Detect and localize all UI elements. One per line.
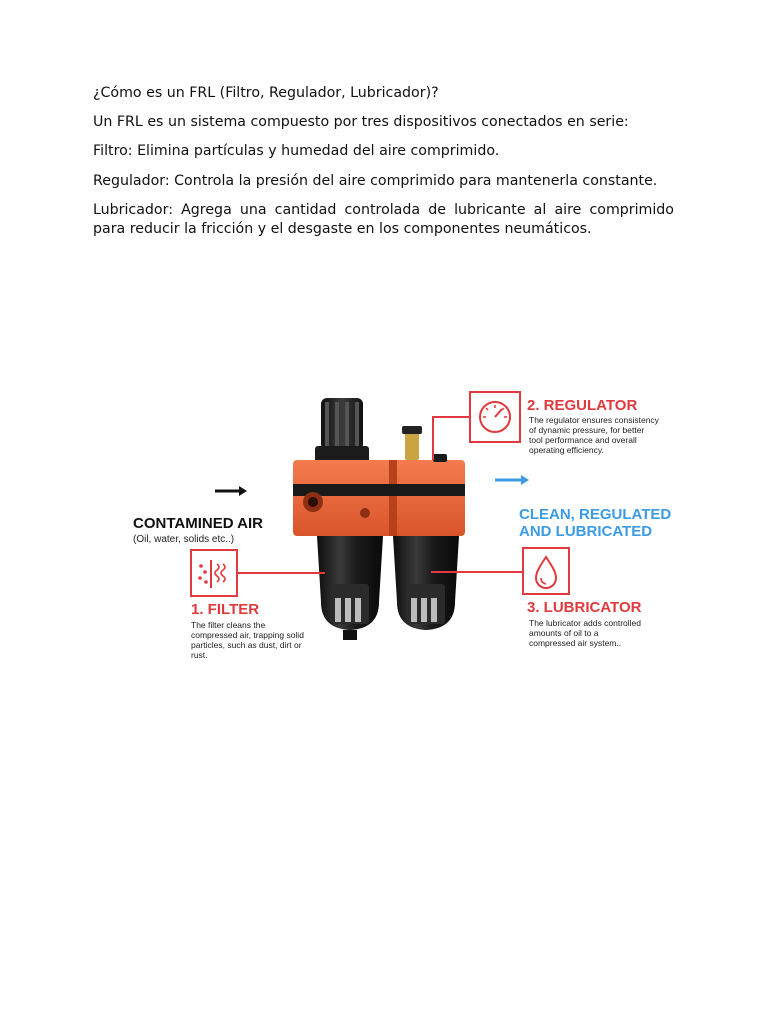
lubricador-paragraph: Lubricador: Agrega una cantidad controlada de lubricante al aire comprimido para reducir la fricción y el desgaste en los componentes neumáticos. <box>93 201 674 238</box>
input-air-title: CONTAMINED AIR <box>133 515 263 532</box>
regulator-desc-line: of dynamic pressure, for better <box>529 425 645 435</box>
lubricator-desc-line: amounts of oil to a <box>529 628 599 638</box>
filter-title: 1. FILTER <box>191 601 260 618</box>
frl-diagram-figure <box>93 358 675 696</box>
input-air-subtitle: (Oil, water, solids etc..) <box>133 534 235 545</box>
filter-icon-frame <box>191 550 237 596</box>
filter-callout <box>191 550 325 660</box>
input-arrow-icon <box>215 486 247 496</box>
regulator-desc-line: tool performance and overall <box>529 435 637 445</box>
regulator-title: 2. REGULATOR <box>527 397 638 414</box>
filter-desc-line: The filter cleans the <box>191 620 266 630</box>
regulator-callout <box>433 392 660 460</box>
regulator-desc-line: operating efficiency. <box>529 445 604 455</box>
output-arrow-icon <box>495 475 529 485</box>
lubricator-title: 3. LUBRICATOR <box>527 599 642 616</box>
document-body <box>93 84 674 250</box>
output-air-title-line2: AND LUBRICATED <box>519 523 653 540</box>
frl-unit-illustration <box>293 398 465 640</box>
lubricator-callout <box>431 548 642 648</box>
intro-paragraph: Un FRL es un sistema compuesto por tres dispositivos conectados en serie: <box>93 114 629 131</box>
output-air-title-line1: CLEAN, REGULATED <box>519 506 672 523</box>
filter-desc-line: compressed air, trapping solid <box>191 630 304 640</box>
document-heading: ¿Cómo es un FRL (Filtro, Regulador, Lubricador)? <box>93 85 439 101</box>
lubricator-desc-line: The lubricator adds controlled <box>529 618 641 628</box>
filter-desc-line: rust. <box>191 650 208 660</box>
frl-diagram <box>93 358 675 696</box>
lubricator-desc-line: compressed air system.. <box>529 638 622 648</box>
regulator-desc-line: The regulator ensures consistency <box>529 415 659 425</box>
regulador-paragraph: Regulador: Controla la presión del aire comprimido para mantenerla constante. <box>93 172 658 189</box>
filtro-paragraph: Filtro: Elimina partículas y humedad del aire comprimido. <box>93 143 500 160</box>
filter-desc-line: particles, such as dust, dirt or <box>191 640 302 650</box>
